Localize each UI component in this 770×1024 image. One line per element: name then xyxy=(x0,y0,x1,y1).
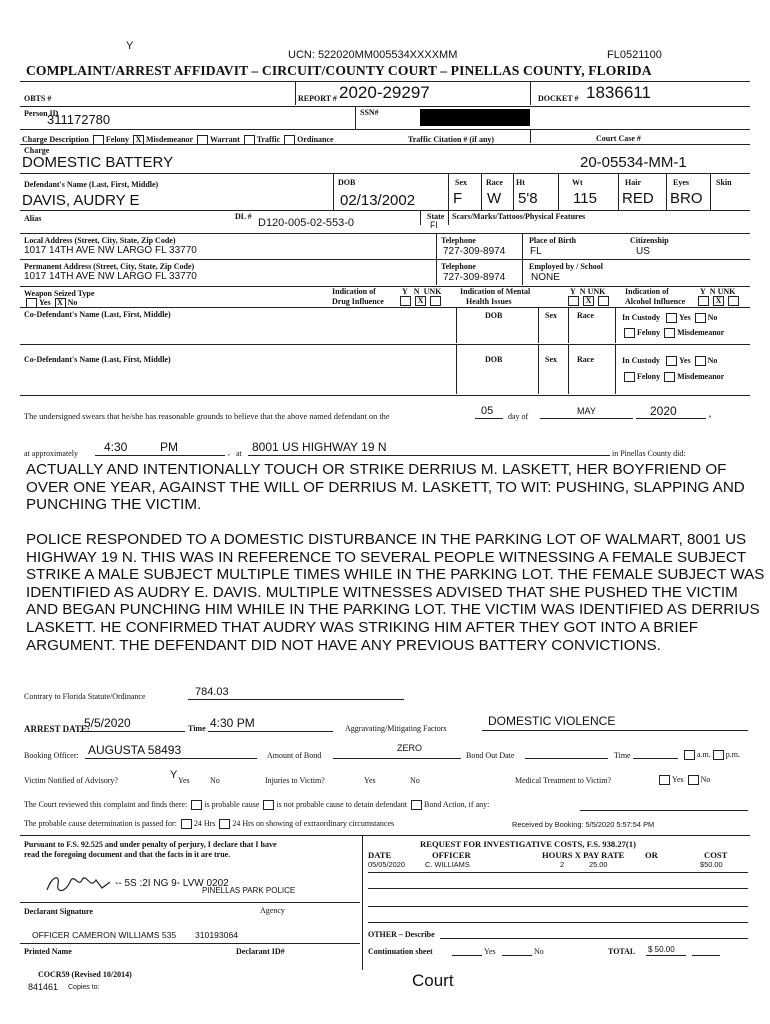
approx-ampm: PM xyxy=(160,440,178,454)
h24-checkbox[interactable] xyxy=(181,819,192,829)
bond-action-checkbox[interactable] xyxy=(411,800,422,810)
charge-value: DOMESTIC BATTERY xyxy=(22,154,174,171)
ucn-number: UCN: 522020MM005534XXXXMM xyxy=(288,49,458,61)
telephone-label: Telephone xyxy=(441,236,476,245)
codef2-race-label: Race xyxy=(577,355,594,364)
costs-row-rate: 25.00 xyxy=(589,860,608,869)
docket-label: DOCKET # xyxy=(538,94,579,103)
codef1-race-label: Race xyxy=(577,311,594,320)
skin-label: Skin xyxy=(716,178,732,187)
victim-yes-label: Yes xyxy=(178,776,190,785)
narrative-para1: ACTUALLY AND INTENTIONALLY TOUCH OR STRIKE DERRIUS M. LASKETT, HER BOYFRIEND OF OVER ONE YEAR, AGAINST THE WILL OF DERRIUS M. LASKETT, TO WIT: PUSHING, SLAPPING AND PUNCHING THE VICTIM. xyxy=(26,461,745,514)
telephone-value: 727-309-8974 xyxy=(443,246,506,257)
court-copy-label: Court xyxy=(412,971,454,990)
dl-label: DL # xyxy=(235,212,252,221)
health-label: Health Issues xyxy=(466,297,512,306)
birthplace-value: FL xyxy=(530,246,542,257)
codef2-dob-label: DOB xyxy=(485,355,503,364)
sworn-text: The undersigned swears that he/she has reasonable grounds to believe that the above named defendant on the xyxy=(24,412,390,421)
narrative-para2: POLICE RESPONDED TO A DOMESTIC DISTURBANCE IN THE PARKING LOT OF WALMART, 8001 US HIGHWAY 19 N. THIS WAS IN REFERENCE TO SEVERAL PEOPLE WITNESSING A FEMALE SUBJECT STRIKE A MALE SUBJECT MULTIPLE TIMES WHILE IN THE PARKING LOT. THE FEMALE SUBJECT WAS IDENTIFIED AS AUDRY E. DAVIS. MULTIPLE WITNESSES ADVISED THAT SHE PUSHED THE VICTIM AND BEGAN PUNCHING HIM WHILE IN THE PARKING LOT. THE VICTIM WAS IDENTIFIED AS DERRIUS LASKETT. HE CONFIRMED THAT AUDRY WAS STRIKING HIM AFTER THEY GOT INTO A BRIEF ARGUMENT. THE DEFENDANT DID NOT HAVE ANY PREVIOUS BATTERY CONVICTIONS. xyxy=(26,531,765,654)
am-checkbox[interactable] xyxy=(684,750,695,760)
approx-time: 4:30 xyxy=(104,440,128,454)
state-label: State xyxy=(427,212,445,221)
charge-label: Charge xyxy=(24,146,50,155)
codef2-name-label: Co-Defendant's Name (Last, First, Middle) xyxy=(24,355,171,364)
obts-label: OBTS # xyxy=(24,94,52,103)
mental-unk-checkbox[interactable] xyxy=(598,296,609,306)
total-value: $ 50.00 xyxy=(648,945,675,954)
hair-label: Hair xyxy=(625,178,641,187)
bond-out-label: Bond Out Date xyxy=(466,751,515,760)
height-label: Ht xyxy=(516,178,525,187)
medical-yes-checkbox[interactable] xyxy=(659,775,670,785)
costs-or-col: OR xyxy=(645,850,658,860)
citizenship-label: Citizenship xyxy=(630,236,669,245)
codef1-custody-yes[interactable] xyxy=(666,313,677,323)
codef2-custody-yes[interactable] xyxy=(666,356,677,366)
not-probable-checkbox[interactable] xyxy=(263,800,274,810)
sworn-day: 05 xyxy=(481,405,494,417)
booking-value: AUGUSTA 58493 xyxy=(88,743,182,757)
continuation-no: No xyxy=(534,947,544,956)
sworn-month: MAY xyxy=(577,406,596,416)
top-mark: Y xyxy=(126,40,134,52)
drug-y-checkbox[interactable] xyxy=(400,296,411,306)
declaration-line1: Pursuant to F.S. 92.525 and under penalty of perjury, I declare that I have xyxy=(24,840,277,849)
report-number: 2020-29297 xyxy=(339,83,430,102)
person-id-label: Person ID xyxy=(24,109,59,118)
perm-address: 1017 14TH AVE NW LARGO FL 33770 xyxy=(24,271,197,282)
local-address-label: Local Address (Street, City, State, Zip Code) xyxy=(24,236,176,245)
form-title: COMPLAINT/ARREST AFFIDAVIT – CIRCUIT/COUNTY COURT – PINELLAS COUNTY, FLORIDA xyxy=(26,63,652,78)
weapon-no-checkbox[interactable]: X xyxy=(55,298,66,308)
traffic-label: Traffic xyxy=(256,135,281,144)
perm-address-label: Permanent Address (Street, City, State, Zip Code) xyxy=(24,262,195,271)
received-by-booking: Received by Booking: 5/5/2020 5:57:54 PM xyxy=(512,820,655,829)
bond-value: ZERO xyxy=(397,743,423,753)
ssn-label: SSN# xyxy=(360,108,379,117)
agency-label: Agency xyxy=(260,906,285,915)
codef2-felony[interactable] xyxy=(624,372,635,382)
declarant-id-label: Declarant ID# xyxy=(236,947,285,956)
agency-stamp: PINELLAS PARK POLICE xyxy=(202,886,296,895)
codef1-felony[interactable] xyxy=(624,328,635,338)
statute-value: 784.03 xyxy=(195,686,229,698)
other-label: OTHER – Describe xyxy=(368,930,435,939)
mental-label: Indication of Mental xyxy=(460,287,531,296)
scars-label: Scars/Marks/Tattoos/Physical Features xyxy=(452,212,586,221)
pm-checkbox[interactable] xyxy=(713,750,724,760)
ordinance-label: Ordinance xyxy=(297,135,334,144)
at-label: at xyxy=(236,449,242,458)
charge-desc-label: Charge Description xyxy=(22,135,89,144)
declarant-signature xyxy=(44,872,116,896)
codef2-custody-label: In Custody xyxy=(622,356,661,365)
docket-number: 1836611 xyxy=(586,83,651,102)
height-value: 5'8 xyxy=(518,190,538,207)
warrant-label: Warrant xyxy=(209,135,240,144)
statute-label: Contrary to Florida Statute/Ordinance xyxy=(24,692,146,701)
dob-label: DOB xyxy=(338,178,356,187)
injuries-no: No xyxy=(410,776,420,785)
footer-number: 841461 xyxy=(28,982,59,992)
race-value: W xyxy=(487,190,502,207)
codef2-misd[interactable] xyxy=(664,372,675,382)
defendant-name: DAVIS, AUDRY E xyxy=(22,192,140,209)
weight-value: 115 xyxy=(573,190,597,207)
county-text: in Pinellas County did: xyxy=(612,449,686,458)
injuries-yes: Yes xyxy=(364,776,376,785)
drug-n-checkbox[interactable]: X xyxy=(415,296,426,306)
received-stamp: -- 5S :2I NG 9- LVW 0202 xyxy=(115,878,229,889)
drug-unk-checkbox[interactable] xyxy=(430,296,441,306)
sworn-year: 2020 xyxy=(650,404,677,418)
declarant-id: 310193064 xyxy=(195,930,239,940)
court-reviewed-text: The Court reviewed this complaint and finds there: xyxy=(24,800,188,809)
employer-value: NONE xyxy=(531,272,560,283)
drug-influence-label: Drug Influence xyxy=(332,297,384,306)
printed-name-label: Printed Name xyxy=(24,947,72,956)
codef2-custody-no[interactable] xyxy=(695,356,706,366)
court-case-label: Court Case # xyxy=(596,134,641,143)
booking-label: Booking Officer: xyxy=(24,751,79,760)
telephone2-value: 727-309-8974 xyxy=(443,272,506,283)
report-label: REPORT # xyxy=(298,94,337,103)
total-label: TOTAL xyxy=(608,947,636,956)
person-id: 311172780 xyxy=(47,112,111,127)
sex-label: Sex xyxy=(455,178,467,187)
state-value: Fl xyxy=(430,220,438,230)
codef1-misd[interactable] xyxy=(664,328,675,338)
costs-cost-col: COST xyxy=(704,850,728,860)
weight-label: Wt xyxy=(572,178,583,187)
location-value: 8001 US HIGHWAY 19 N xyxy=(252,440,387,454)
arrest-time-label: Time xyxy=(188,724,206,733)
factors-label: Aggravating/Mitigating Factors xyxy=(345,724,447,733)
court-case-value: 20-05534-MM-1 xyxy=(580,154,687,171)
costs-row-officer: C. WILLIAMS xyxy=(425,860,470,869)
misdemeanor-checkbox[interactable]: X xyxy=(133,135,144,145)
mental-n-checkbox[interactable]: X xyxy=(583,296,594,306)
hair-value: RED xyxy=(622,190,654,207)
costs-row-hours: 2 xyxy=(560,860,565,869)
eyes-value: BRO xyxy=(670,190,703,207)
mental-y-checkbox[interactable] xyxy=(568,296,579,306)
arrest-time: 4:30 PM xyxy=(210,716,255,730)
alcohol-unk-checkbox[interactable] xyxy=(728,296,739,306)
defendant-name-label: Defendant's Name (Last, First, Middle) xyxy=(24,180,159,189)
dob-value: 02/13/2002 xyxy=(340,192,416,209)
costs-row-date: 05/05/2020 xyxy=(368,860,405,869)
alias-label: Alias xyxy=(24,214,42,223)
citation-label: Traffic Citation # (if any) xyxy=(408,135,495,144)
alcohol-y-checkbox[interactable] xyxy=(698,296,709,306)
alcohol-n-checkbox[interactable]: X xyxy=(713,296,724,306)
weapon-label: Weapon Seized Type xyxy=(24,289,95,298)
local-address: 1017 14TH AVE NW LARGO FL 33770 xyxy=(24,245,197,256)
day-of-label: day of xyxy=(508,412,529,421)
codef1-custody-label: In Custody xyxy=(622,313,661,322)
victim-notified-mark: Y xyxy=(170,769,178,781)
form-number: COCR59 (Revised 10/2014) xyxy=(38,970,132,979)
sex-value: F xyxy=(453,190,463,207)
injuries-label: Injuries to Victim? xyxy=(265,776,325,785)
signature-label: Declarant Signature xyxy=(24,907,93,916)
victim-no-label: No xyxy=(210,776,220,785)
continuation-yes: Yes xyxy=(484,947,496,956)
codef1-name-label: Co-Defendant's Name (Last, First, Middle) xyxy=(24,310,171,319)
factors-value: DOMESTIC VIOLENCE xyxy=(488,714,616,728)
felony-label: Felony xyxy=(105,135,129,144)
copies-label: Copies to: xyxy=(68,984,100,991)
arrest-date-label: ARREST DATE: xyxy=(24,724,90,734)
race-label: Race xyxy=(486,178,503,187)
alcohol-indication-label: Indication of xyxy=(625,287,669,296)
telephone2-label: Telephone xyxy=(441,262,476,271)
costs-row-cost: $50.00 xyxy=(700,860,723,869)
codef2-sex-label: Sex xyxy=(545,355,557,364)
officer-name: OFFICER CAMERON WILLIAMS 535 xyxy=(32,930,177,940)
continuation-label: Continuation sheet xyxy=(368,947,433,956)
codef1-sex-label: Sex xyxy=(545,311,557,320)
employer-label: Employed by / School xyxy=(529,262,604,271)
codef1-dob-label: DOB xyxy=(485,311,503,320)
victim-notified-label: Victim Notified of Advisory? xyxy=(24,776,118,785)
medical-label: Medical Treatment to Victim? xyxy=(515,776,612,785)
approx-label: at approximately xyxy=(24,449,78,458)
arrest-date: 5/5/2020 xyxy=(84,716,131,730)
fl-code: FL0521100 xyxy=(607,49,662,61)
dl-value: D120-005-02-553-0 xyxy=(258,217,355,229)
court-passed-text: The probable cause determination is passed for: xyxy=(24,819,177,828)
costs-date-col: DATE xyxy=(368,850,392,860)
misdemeanor-label: Misdemeanor xyxy=(146,135,193,144)
drug-indication-label: Indication of xyxy=(332,287,376,296)
bond-time-label: Time xyxy=(614,751,631,760)
costs-hours-col: HOURS X PAY RATE xyxy=(542,850,625,860)
ssn-redaction xyxy=(420,109,530,126)
h24b-checkbox[interactable] xyxy=(219,819,230,829)
birthplace-label: Place of Birth xyxy=(529,236,577,245)
probable-checkbox[interactable] xyxy=(191,800,202,810)
alcohol-label: Alcohol Influence xyxy=(625,297,686,306)
codef1-custody-no[interactable] xyxy=(695,313,706,323)
costs-title: REQUEST FOR INVESTIGATIVE COSTS, F.S. 938.27(1) xyxy=(420,839,636,849)
declaration-line2: read the foregoing document and that the facts in it are true. xyxy=(24,850,231,859)
costs-officer-col: OFFICER xyxy=(432,850,471,860)
citizenship-value: US xyxy=(636,246,650,257)
bond-label: Amount of Bond xyxy=(267,751,322,760)
eyes-label: Eyes xyxy=(673,178,689,187)
medical-no-checkbox[interactable] xyxy=(688,775,699,785)
